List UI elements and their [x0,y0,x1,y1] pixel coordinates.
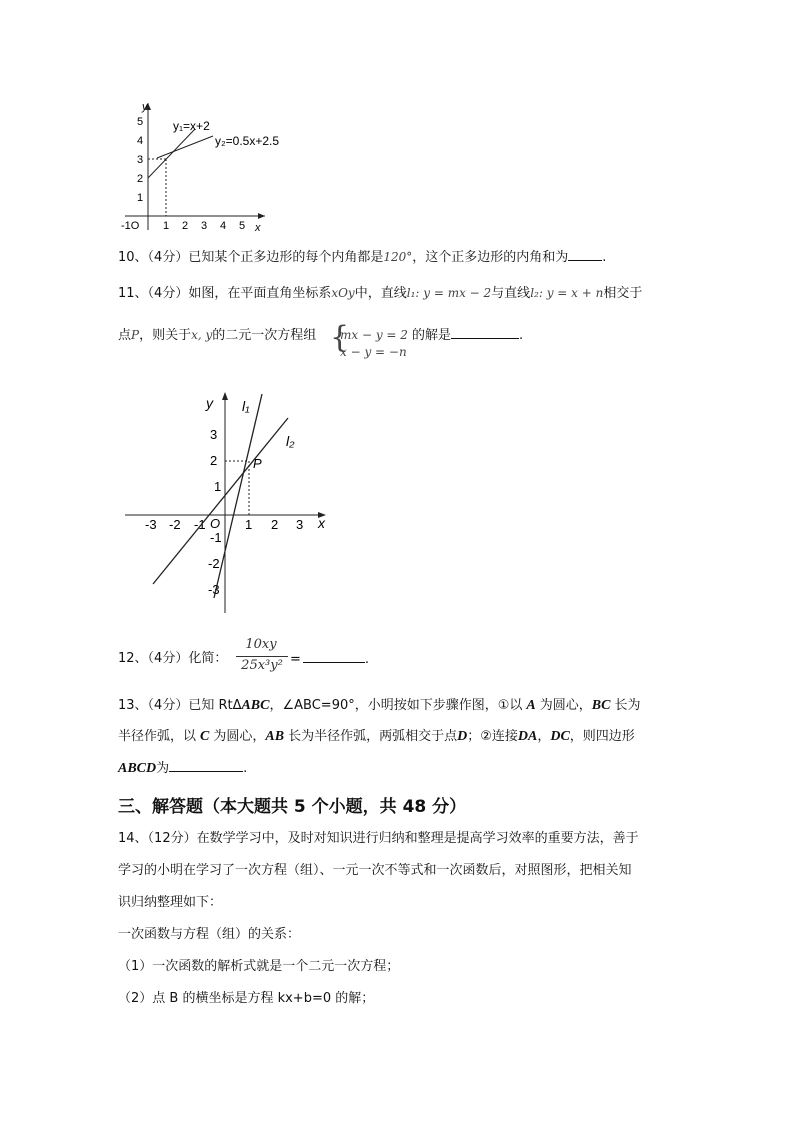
x-tick: 1 [245,517,253,532]
line-l2-label: l₂ [286,433,295,449]
q11-text-7: 的二元一次方程组 [212,328,317,343]
q13-text: 半径作弧，以 [118,729,197,744]
q13-text: 长为半径作弧，两弧相交于点 [288,729,458,744]
q13-a: A [526,698,536,713]
x-tick: 1 [163,220,170,232]
q10-prefix: 10、（4分）已知某个正多边形的每个内角都是 [118,250,384,265]
q11-l2-equation: l₂: y = x + n [530,286,604,300]
q13-text: 13、（4分）已知 RtΔ [118,698,242,713]
x-tick: 2 [271,517,279,532]
x-tick: 3 [201,220,208,232]
q11-text-5: 点 [118,328,132,343]
line-l1-label: l₁ [242,398,250,414]
q14-line-4: 一次函数与方程（组）的关系： [118,927,301,942]
q11-tail [412,326,523,345]
q12-tail [290,650,369,669]
q13-d: D [457,729,468,744]
q12-equals: = [290,652,301,667]
q11-text-4: 相交于 [603,286,643,301]
y-axis-label: y [206,395,213,411]
origin-label: O [210,516,221,531]
q14-line-5: （1）一次函数的解析式就是一个二元一次方程； [118,959,400,974]
question-13-line-2 [118,728,635,746]
x-tick: 2 [182,220,189,232]
y-axis-label: y [142,101,148,113]
q11-xoy: xOy [331,286,355,300]
origin-label: -1O [121,220,140,232]
y-tick: -3 [208,582,220,597]
q10-suffix: ，这个正多边形的内角和为 [412,250,569,265]
q13-text: ，∠ABC=90°，小明按如下步骤作图，①以 [269,698,523,713]
y-tick: 3 [137,154,144,166]
fraction-bar [236,656,288,657]
q13-end: . [243,761,248,776]
x-tick: -3 [145,517,157,532]
y-tick: 1 [214,479,222,494]
q13-text: 长为 [614,698,641,713]
x-tick: 3 [296,517,304,532]
graph-1 [115,95,305,235]
y-tick: 3 [210,427,218,442]
question-13-line-1 [118,697,640,715]
q13-c: C [200,729,210,744]
y-tick: 2 [210,453,218,468]
q13-dc: DC [550,729,570,744]
q13-ab: AB [265,729,285,744]
q14-line-3: 识归纳整理如下： [118,895,223,910]
question-11-line-1 [118,284,642,303]
q11-text-6: ，则关于 [139,328,192,343]
q13-da: DA [517,729,538,744]
line-y1-label: y₁=x+2 [173,119,210,133]
y-axis-arrow [222,392,228,400]
answer-blank[interactable] [169,759,243,772]
q10-end: . [602,250,607,265]
q13-text: 为 [156,761,170,776]
x-axis-arrow [258,213,265,219]
answer-blank[interactable] [451,326,519,339]
question-13-line-3 [118,759,247,778]
x-tick: -2 [169,517,181,532]
y-tick: 5 [137,116,144,128]
x-axis-label: x [318,515,325,531]
q11-end: . [519,328,524,343]
q12-end: . [364,652,370,667]
section-title: 三、解答题（本大题共 5 个小题，共 48 分） [118,797,467,817]
q13-bc: BC [591,698,611,713]
line-l2 [153,418,288,584]
line-l1 [214,394,262,598]
q13-abcd: ABCD [118,761,157,776]
line-y2-label: y₂=0.5x+2.5 [215,134,280,148]
x-tick: 4 [220,220,227,232]
q11-l1-equation: l₁: y = mx − 2 [406,286,492,300]
equation-system-brace: { [330,320,350,355]
q14-line-1: 14、（12分）在数学学习中，及时对知识进行归纳和整理是提高学习效率的重要方法，善于 [118,831,639,846]
q12-prefix: 12、（4分）化简： [118,651,228,666]
y-tick: 2 [137,173,144,185]
q13-text: ；②连接 [467,729,518,744]
y-tick: 1 [137,192,144,204]
point-p-label: P [253,456,262,471]
y-tick: 4 [137,135,144,147]
q11-text-1: 11、（4分）如图，在平面直角坐标系 [118,286,332,301]
question-12 [118,650,227,668]
q11-vars: x, y [191,328,213,342]
equation-2: x − y = −n [340,345,407,359]
answer-blank[interactable] [303,650,365,663]
line-y1 [148,129,195,178]
question-10 [118,248,606,267]
fraction-numerator: 10xy [245,637,277,652]
x-axis-label: x [255,222,261,234]
fraction-denominator: 25x³y² [241,658,283,673]
graph-2 [120,388,340,618]
answer-blank[interactable] [568,248,602,261]
q13-text: ， [537,729,551,744]
q11-text-2: 中，直线 [354,286,407,301]
q13-text: ，则四边形 [569,729,635,744]
y-tick: -2 [208,556,220,571]
q14-line-6: （2）点 B 的横坐标是方程 kx+b=0 的解； [118,991,375,1006]
q10-angle: 120° [383,250,413,264]
q11-point: P [131,328,140,342]
equation-1: mx − y = 2 [340,328,408,342]
q13-text: 为圆心， [213,729,266,744]
x-tick: 5 [239,220,246,232]
question-11-line-2 [118,326,316,345]
y-tick: -1 [210,530,222,545]
q13-abc: ABC [241,698,270,713]
x-tick: -1 [194,517,206,532]
q11-text-3: 与直线 [491,286,531,301]
q13-text: 为圆心， [539,698,592,713]
q11-text-8: 的解是 [412,328,452,343]
q14-line-2: 学习的小明在学习了一次方程（组）、一元一次不等式和一次函数后，对照图形，把相关知 [118,863,632,878]
